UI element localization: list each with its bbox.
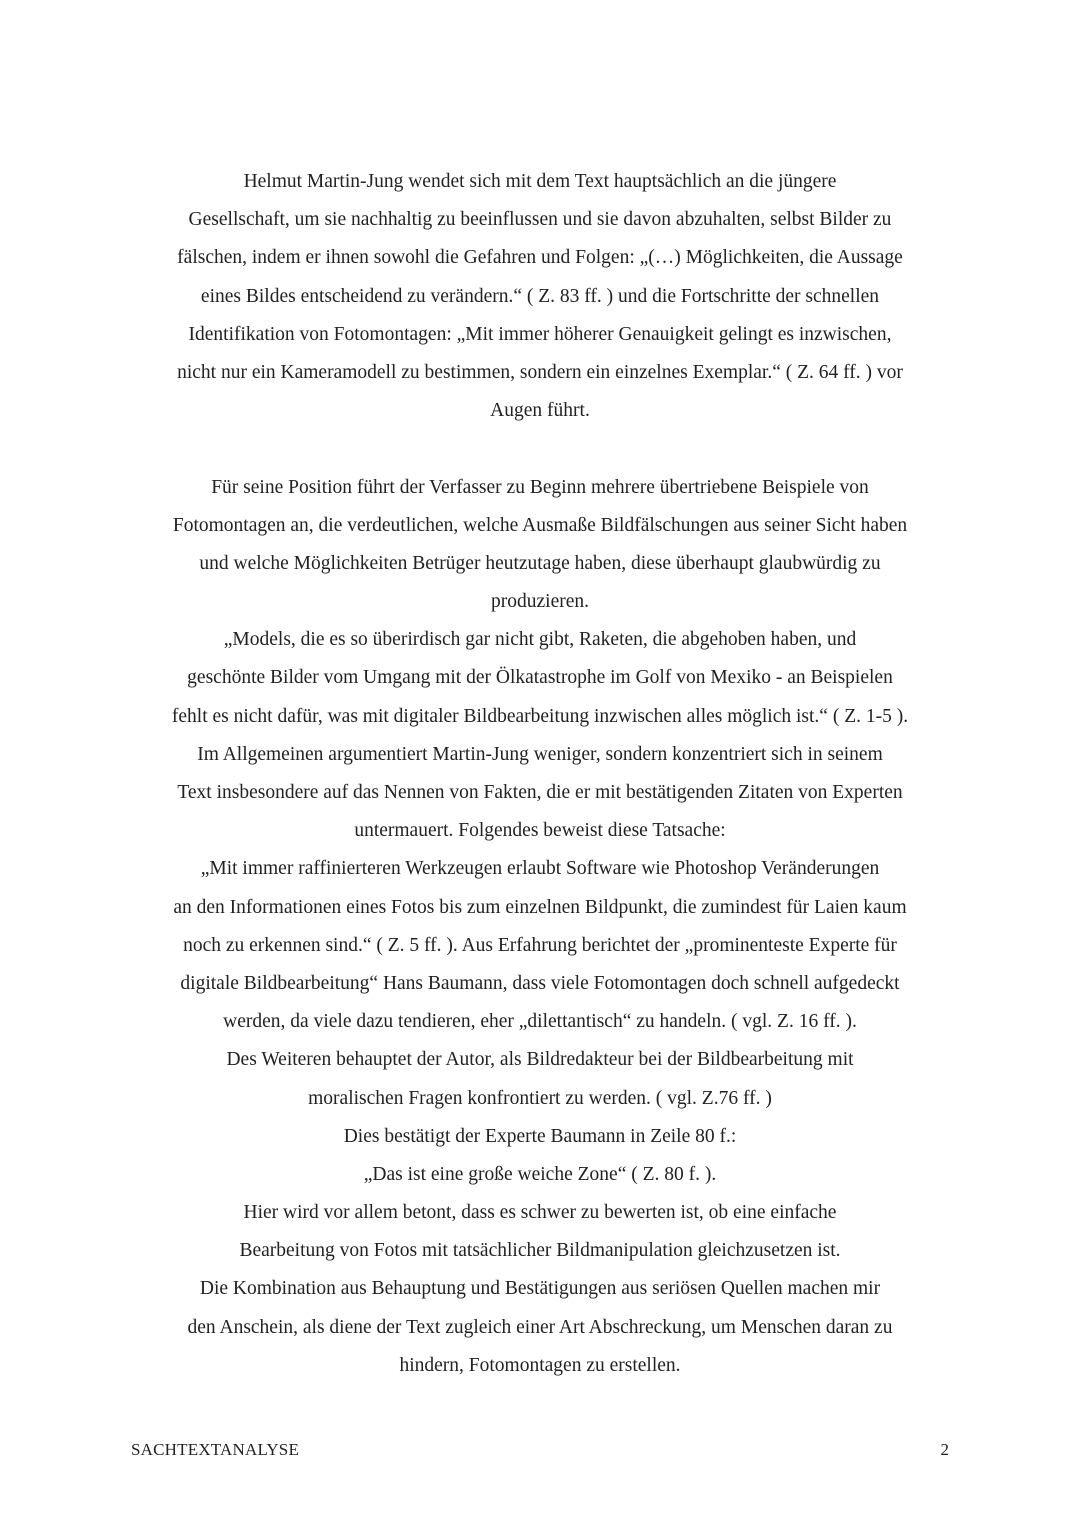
text-line: digitale Bildbearbeitung“ Hans Baumann, dass viele Fotomontagen doch schnell aufgedeckt [180,972,900,994]
text-line: Identifikation von Fotomontagen: „Mit immer höherer Genauigkeit gelingt es inzwischen, [188,323,892,345]
text-line: „Mit immer raffinierteren Werkzeugen erlaubt Software wie Photoshop Veränderungen [200,858,880,880]
text-line: untermauert. Folgendes beweist diese Tatsache: [354,820,726,842]
text-line: fälschen, indem er ihnen sowohl die Gefahren und Folgen: „(…) Möglichkeiten, die Aussage [177,247,903,269]
text-line: Helmut Martin-Jung wendet sich mit dem Text hauptsächlich an die jüngere [243,171,837,192]
text-line: Für seine Position führt der Verfasser zu Beginn mehrere übertriebene Beispiele von [211,476,869,498]
text-line: Augen führt. [490,400,590,422]
text-line: werden, da viele dazu tendieren, eher „dilettantisch“ zu handeln. ( vgl. Z. 16 ff. ). [223,1011,857,1033]
text-line: eines Bildes entscheidend zu verändern.“ ( Z. 83 ff. ) und die Fortschritte der schnellen [200,285,880,307]
text-line: an den Informationen eines Fotos bis zum einzelnen Bildpunkt, die zumindest für Laien kaum [173,896,907,918]
page-number: 2 [940,1440,949,1459]
text-line: Dies bestätigt der Experte Baumann in Zeile 80 f.: [343,1125,737,1147]
text-line: Des Weiteren behauptet der Autor, als Bildredakteur bei der Bildbearbeitung mit [226,1049,854,1071]
text-line: moralischen Fragen konfrontiert zu werden. ( vgl. Z.76 ff. ) [308,1087,772,1109]
text-line: geschönte Bilder vom Umgang mit der Ölkatastrophe im Golf von Mexiko - an Beispielen [187,667,893,689]
body-text [128,163,952,1385]
text-line: „Models, die es so überirdisch gar nicht gibt, Raketen, die abgehoben haben, und [223,629,857,651]
text-line: den Anschein, als diene der Text zugleich einer Art Abschreckung, um Menschen daran zu [187,1316,893,1338]
text-line: hindern, Fotomontagen zu erstellen. [399,1354,681,1376]
text-line: und welche Möglichkeiten Betrüger heutzutage haben, diese überhaupt glaubwürdig zu [199,552,881,574]
text-line: produzieren. [491,591,589,613]
text-line: Die Kombination aus Behauptung und Bestätigungen aus seriösen Quellen machen mir [199,1278,881,1300]
text-line: fehlt es nicht dafür, was mit digitaler Bildbearbeitung inzwischen alles möglich ist.“ ( Z. 1-5 ). [171,705,909,727]
paragraph-gap [128,430,952,468]
text-line: Im Allgemeinen argumentiert Martin-Jung weniger, sondern konzentriert sich in seinem [197,743,883,765]
text-line: „Das ist eine große weiche Zone“ ( Z. 80 f. ). [363,1163,717,1185]
text-line: Fotomontagen an, die verdeutlichen, welche Ausmaße Bildfälschungen aus seiner Sicht haben [172,514,908,536]
text-line: Gesellschaft, um sie nachhaltig zu beeinflussen und sie davon abzuhalten, selbst Bilder zu [188,209,892,231]
text-line: Text insbesondere auf das Nennen von Fakten, die er mit bestätigenden Zitaten von Experten [177,782,903,803]
text-line: Hier wird vor allem betont, dass es schwer zu bewerten ist, ob eine einfache [243,1202,837,1224]
text-line: Bearbeitung von Fotos mit tatsächlicher Bildmanipulation gleichzusetzen ist. [239,1240,841,1262]
footer-title: SACHTEXTANALYSE [131,1440,300,1459]
text-line: nicht nur ein Kameramodell zu bestimmen, sondern ein einzelnes Exemplar.“ ( Z. 64 ff. ) vor [177,361,903,383]
text-line: noch zu erkennen sind.“ ( Z. 5 ff. ). Aus Erfahrung berichtet der „prominenteste Experte für [183,934,897,956]
